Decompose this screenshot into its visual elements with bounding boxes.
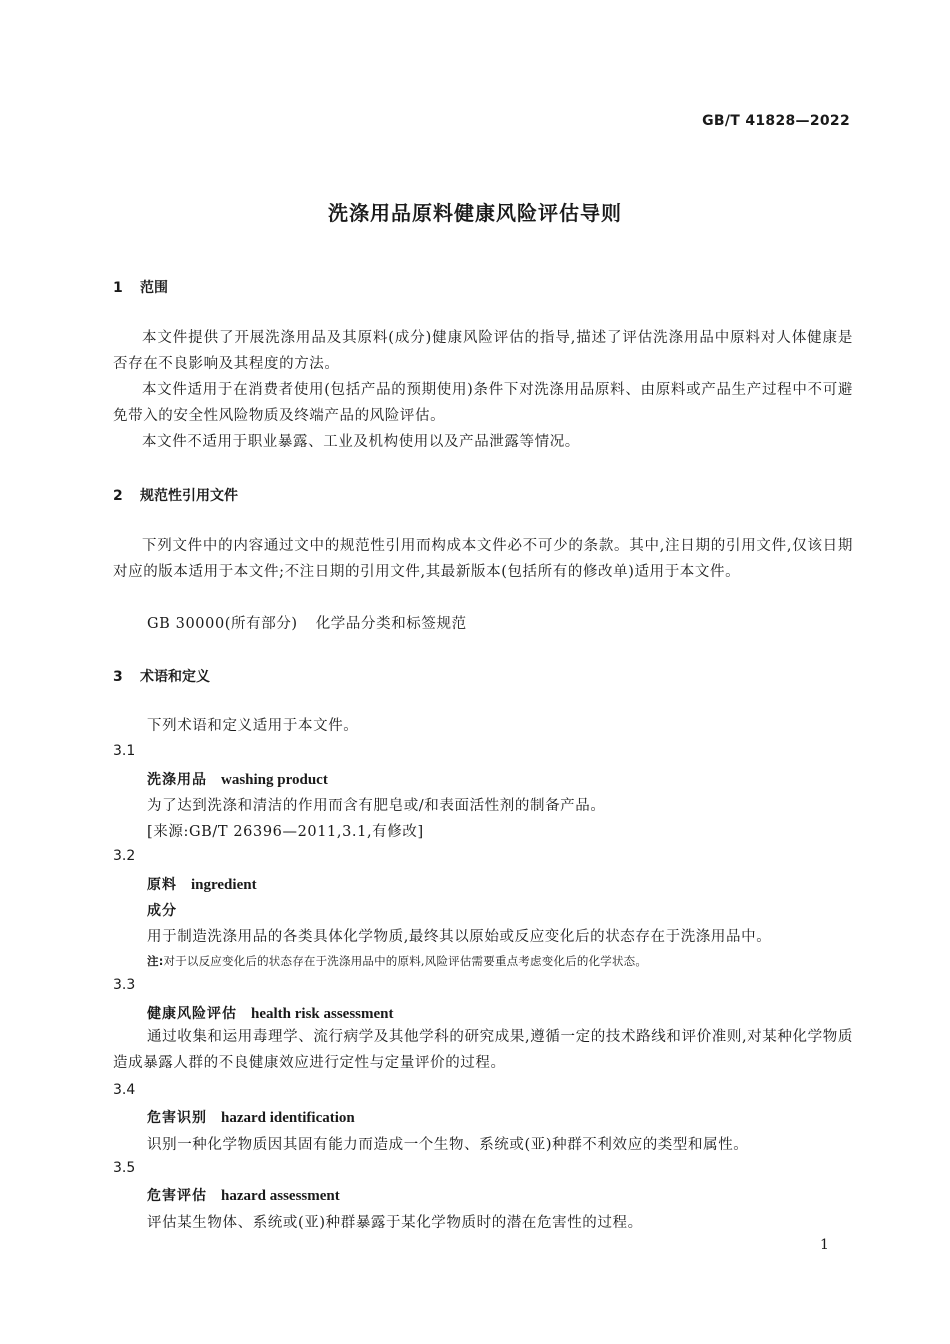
section-number: 1 (113, 280, 123, 296)
note-label: 注: (147, 954, 164, 968)
document-title: 洗涤用品原料健康风险评估导则 (328, 201, 622, 225)
section-number: 2 (113, 488, 123, 504)
term-zh: 洗涤用品 (147, 772, 207, 788)
paragraph: 本文件不适用于职业暴露、工业及机构使用以及产品泄露等情况。 (142, 434, 580, 450)
section-3-heading (113, 666, 210, 686)
term-number: 3.5 (113, 1160, 136, 1176)
standard-number: GB/T 41828—2022 (702, 113, 850, 129)
term-definition: 评估某生物体、系统或(亚)种群暴露于某化学物质时的潜在危害性的过程。 (147, 1215, 643, 1231)
term-note (147, 953, 647, 969)
term-synonym-zh: 成分 (147, 903, 177, 919)
term-number: 3.3 (113, 977, 136, 993)
term-zh: 原料 (147, 877, 177, 893)
term-en: hazard assessment (221, 1188, 340, 1204)
term-en: ingredient (191, 877, 257, 893)
section-title: 范围 (140, 280, 168, 296)
term-en: health risk assessment (251, 1006, 394, 1022)
reference-title: 化学品分类和标签规范 (315, 616, 467, 632)
term-entry (147, 769, 328, 789)
section-2-heading (113, 485, 238, 505)
reference-code: GB 30000(所有部分) (147, 616, 298, 632)
term-number: 3.1 (113, 743, 136, 759)
term-entry (147, 1107, 355, 1127)
term-definition: 通过收集和运用毒理学、流行病学及其他学科的研究成果,遵循一定的技术路线和评价准则,对某种化学物质造成暴露人群的不良健康效应进行定性与定量评价的过程。 (113, 1029, 853, 1071)
term-synonym (147, 900, 177, 920)
term-entry (147, 1185, 340, 1205)
term-number: 3.4 (113, 1082, 136, 1098)
term-definition: 为了达到洗涤和清洁的作用而含有肥皂或/和表面活性剂的制备产品。 (147, 798, 606, 814)
term-en: hazard identification (221, 1110, 355, 1126)
term-zh: 危害评估 (147, 1188, 207, 1204)
term-definition: 用于制造洗涤用品的各类具体化学物质,最终其以原始或反应变化后的状态存在于洗涤用品中。 (147, 929, 772, 945)
section-title: 术语和定义 (140, 669, 210, 685)
section-number: 3 (113, 669, 123, 685)
paragraph: 本文件提供了开展洗涤用品及其原料(成分)健康风险评估的指导,描述了评估洗涤用品中原料对人体健康是否存在不良影响及其程度的方法。 (113, 330, 853, 372)
term-source: [来源:GB/T 26396—2011,3.1,有修改] (147, 824, 424, 840)
section-1-heading (113, 277, 168, 297)
paragraph: 下列文件中的内容通过文中的规范性引用而构成本文件必不可少的条款。其中,注日期的引用文件,仅该日期对应的版本适用于本文件;不注日期的引用文件,其最新版本(包括所有的修改单)适用于本文件。 (113, 538, 853, 580)
page-number: 1 (820, 1237, 829, 1253)
term-number: 3.2 (113, 848, 136, 864)
normative-reference (147, 612, 467, 633)
terms-intro: 下列术语和定义适用于本文件。 (147, 718, 359, 734)
term-en: washing product (221, 772, 328, 788)
term-entry (147, 1003, 394, 1023)
section-title: 规范性引用文件 (140, 488, 238, 504)
term-zh: 健康风险评估 (147, 1006, 237, 1022)
note-text: 对于以反应变化后的状态存在于洗涤用品中的原料,风险评估需要重点考虑变化后的化学状态。 (163, 954, 648, 968)
paragraph: 本文件适用于在消费者使用(包括产品的预期使用)条件下对洗涤用品原料、由原料或产品生产过程中不可避免带入的安全性风险物质及终端产品的风险评估。 (113, 382, 853, 424)
term-definition: 识别一种化学物质因其固有能力而造成一个生物、系统或(亚)种群不利效应的类型和属性。 (147, 1137, 749, 1153)
term-entry (147, 874, 257, 894)
term-zh: 危害识别 (147, 1110, 207, 1126)
